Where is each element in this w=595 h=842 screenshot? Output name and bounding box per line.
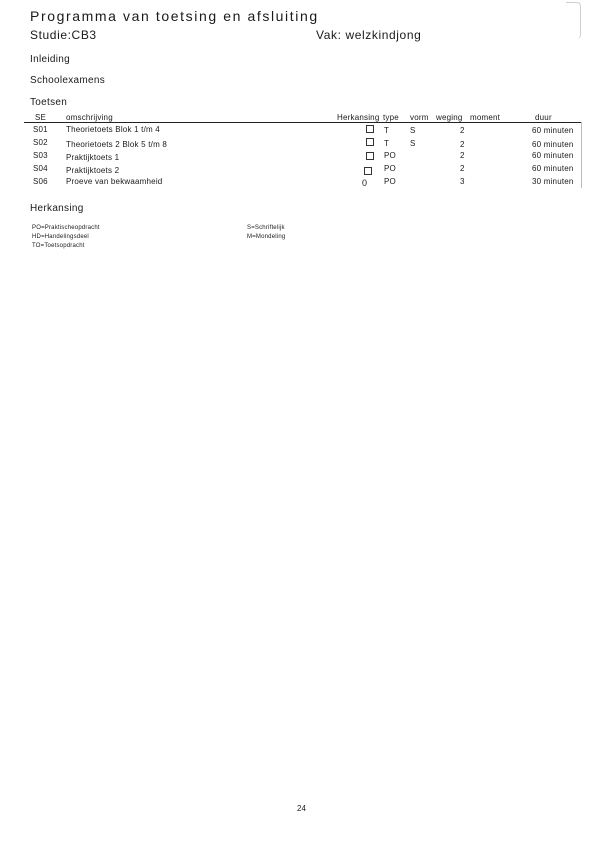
row-4-type: PO [384, 164, 396, 173]
row-1-description: Theorietoets Blok 1 t/m 4 [66, 125, 160, 134]
row-2-type: T [384, 139, 390, 148]
section-intro-heading: Inleiding [30, 54, 70, 65]
row-2-se: S02 [33, 138, 48, 147]
subject-label: Vak: welzkindjong [316, 28, 422, 42]
row-4-description: Praktijktoets 2 [66, 166, 120, 175]
section-school-exams-heading: Schoolexamens [30, 75, 106, 86]
section-tests-heading: Toetsen [30, 97, 68, 108]
table-right-rule [581, 122, 582, 188]
row-5-retake-value: 0 [362, 178, 368, 188]
row-4-duration: 60 minuten [532, 164, 574, 173]
row-1-retake-checkbox[interactable] [366, 125, 374, 133]
column-header-weight: weging [436, 113, 463, 122]
row-5-description: Proeve van bekwaamheid [66, 177, 163, 186]
row-3-description: Praktijktoets 1 [66, 153, 120, 162]
row-1-se: S01 [33, 125, 48, 134]
legend-left [32, 224, 100, 251]
row-2-form: S [410, 139, 416, 148]
row-3-se: S03 [33, 151, 48, 160]
row-3-duration: 60 minuten [532, 151, 574, 160]
legend-right [247, 224, 285, 242]
table-header-rule [24, 122, 582, 123]
row-4-weight: 2 [460, 164, 465, 173]
section-retake-heading: Herkansing [30, 203, 84, 214]
page-corner-mark [566, 2, 581, 39]
legend-item-hd: HD=Handelingsdeel [32, 234, 89, 240]
row-5-weight: 3 [460, 177, 465, 186]
column-header-description: omschrijving [66, 113, 113, 122]
legend-item-s: S=Schriftelijk [247, 225, 285, 231]
column-header-moment: moment [470, 113, 501, 122]
row-1-form: S [410, 126, 416, 135]
row-1-type: T [384, 126, 390, 135]
row-1-weight: 2 [460, 126, 465, 135]
row-5-duration: 30 minuten [532, 177, 574, 186]
legend-item-po: PO=Praktischeopdracht [32, 225, 100, 231]
column-header-type: type [383, 113, 399, 122]
row-3-retake-checkbox[interactable] [366, 152, 374, 160]
legend-item-to: TO=Toetsopdracht [32, 243, 85, 249]
page-number: 24 [297, 804, 306, 813]
column-header-duration: duur [535, 113, 552, 122]
legend-item-m: M=Mondeling [247, 234, 286, 240]
document-title: Programma van toetsing en afsluiting [30, 8, 319, 24]
column-header-se: SE [35, 113, 47, 122]
row-1-duration: 60 minuten [532, 126, 574, 135]
row-2-weight: 2 [460, 140, 465, 149]
column-header-retake: Herkansing [337, 113, 380, 122]
study-label: Studie:CB3 [30, 28, 97, 42]
row-3-weight: 2 [460, 151, 465, 160]
row-2-duration: 60 minuten [532, 140, 574, 149]
row-5-type: PO [384, 177, 396, 186]
row-5-se: S06 [33, 177, 48, 186]
column-header-form: vorm [410, 113, 429, 122]
row-2-retake-checkbox[interactable] [366, 138, 374, 146]
row-2-description: Theorietoets 2 Blok 5 t/m 8 [66, 140, 168, 149]
row-4-se: S04 [33, 164, 48, 173]
row-4-retake-checkbox[interactable] [364, 167, 372, 175]
row-3-type: PO [384, 151, 396, 160]
